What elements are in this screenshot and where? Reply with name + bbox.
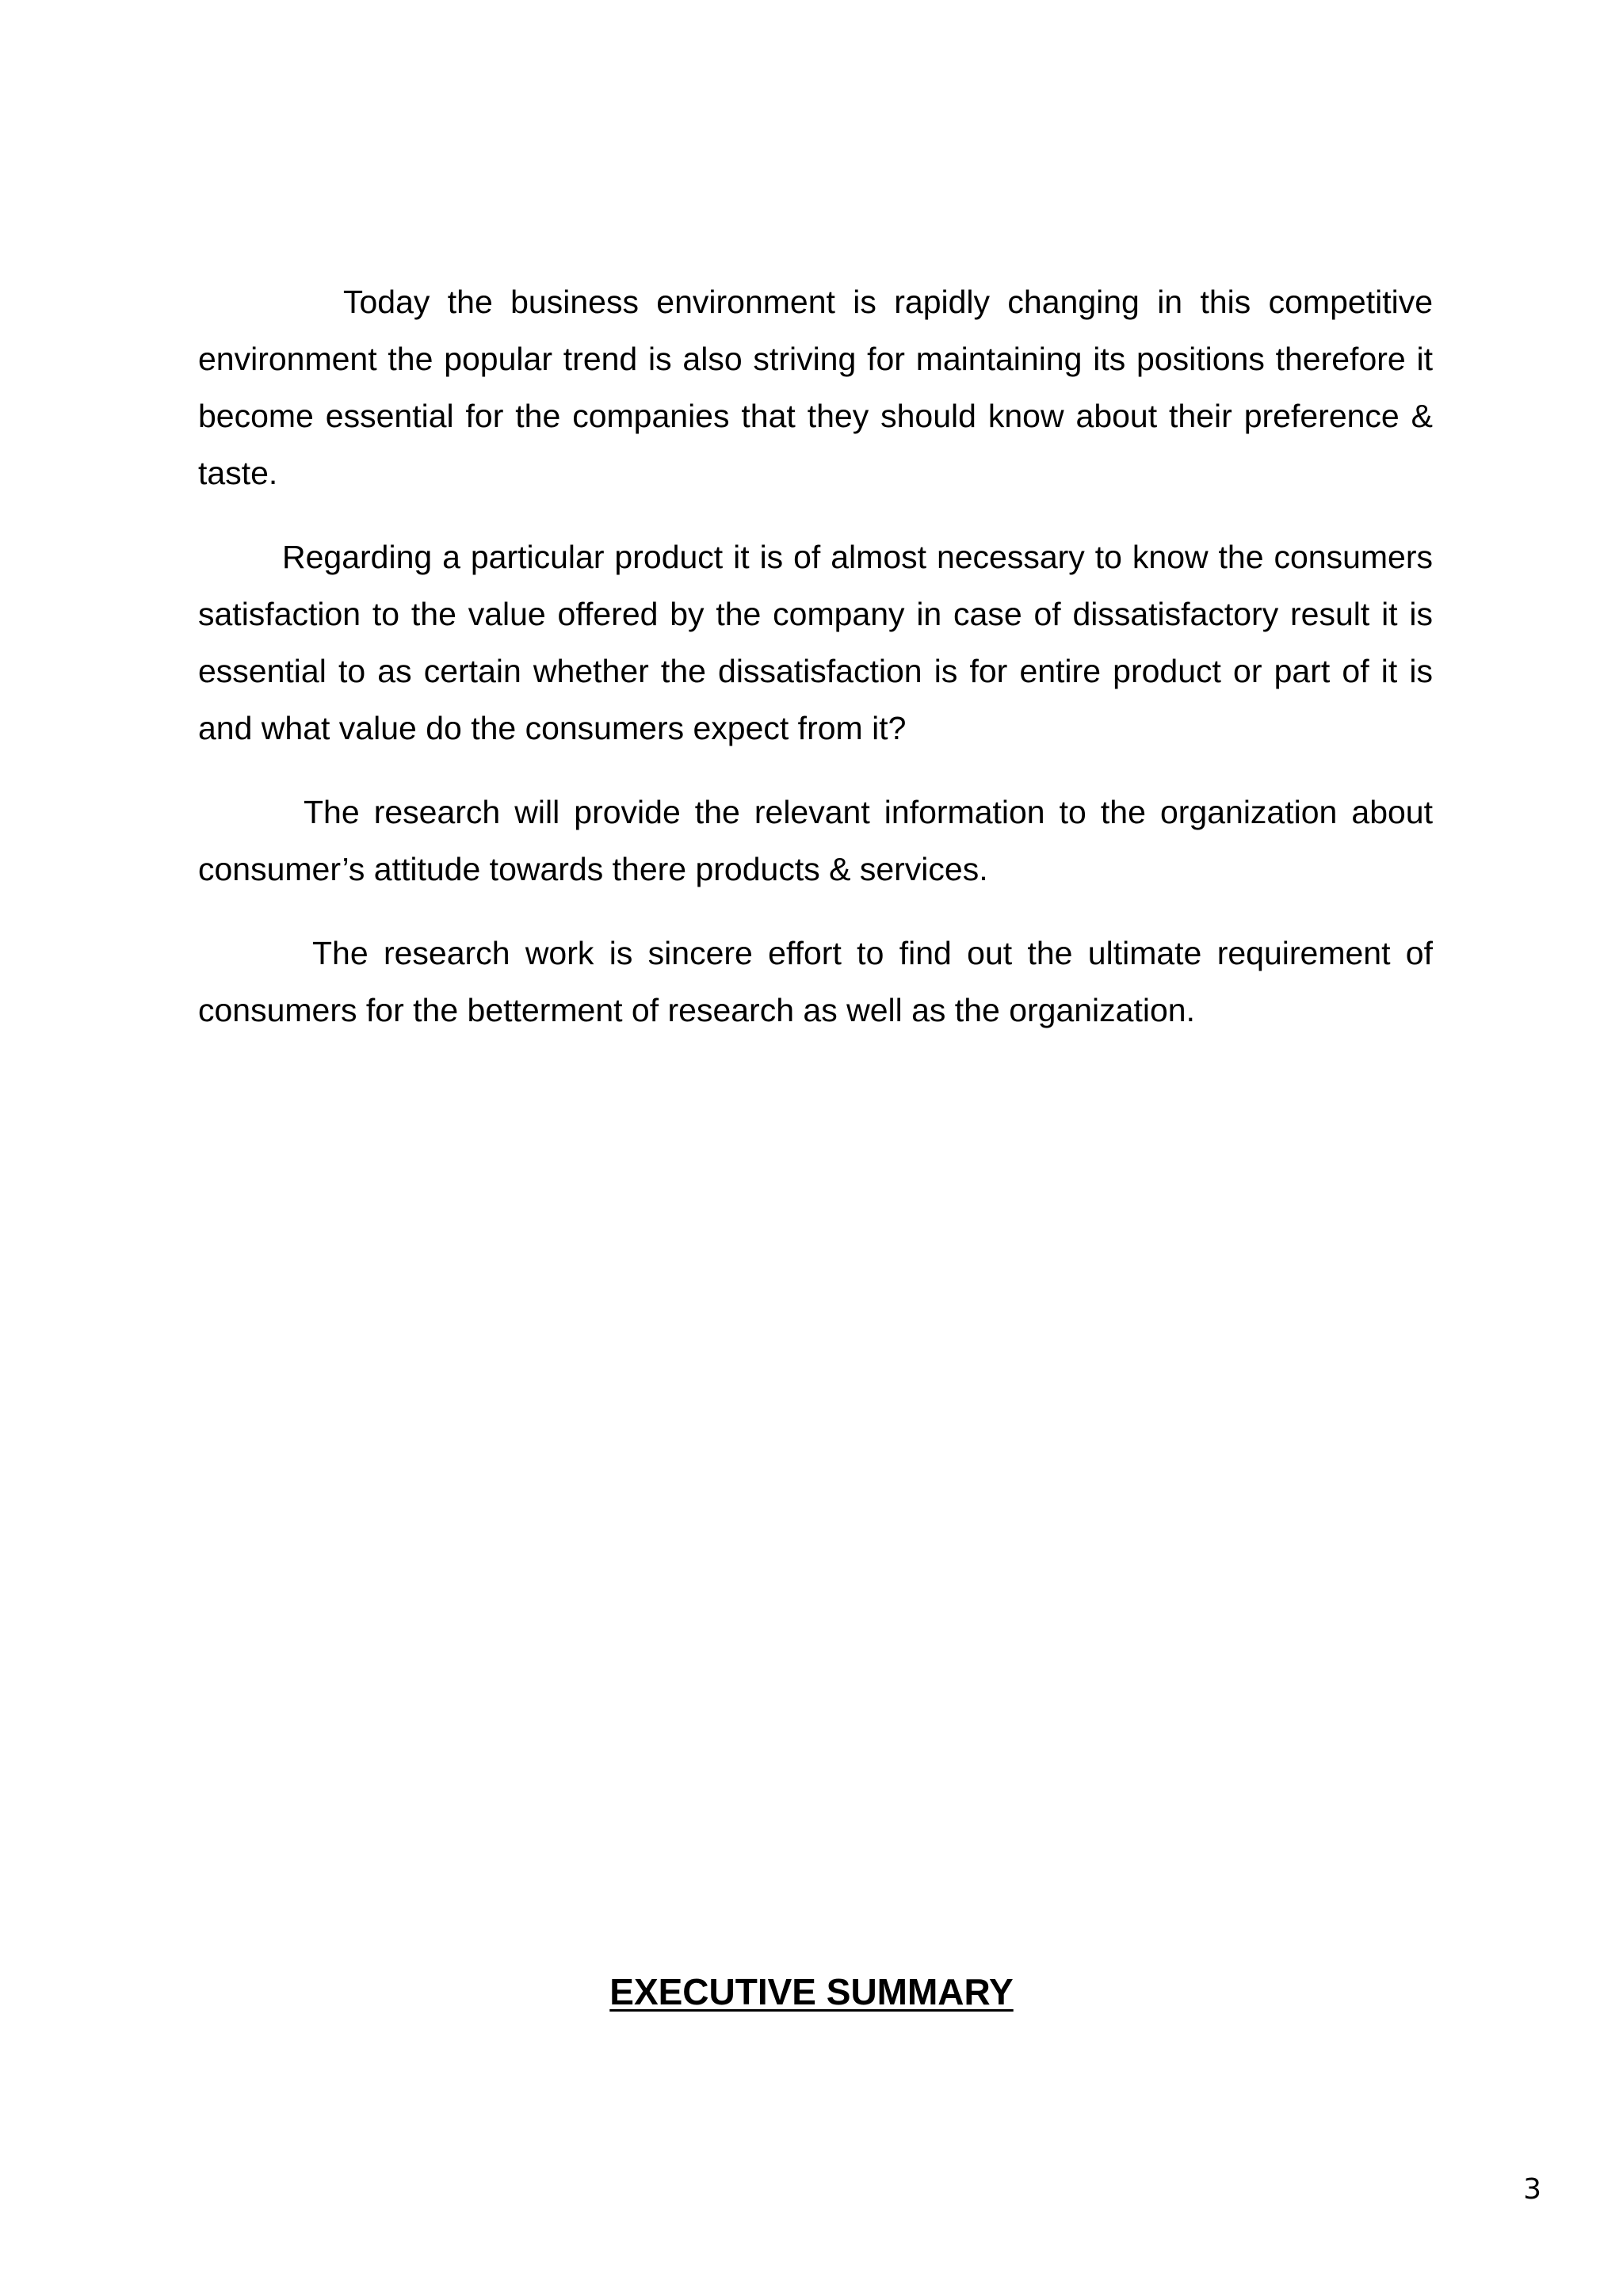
paragraph-1: Today the business environment is rapidly changing in this competitive environment the popular trend is also striving for maintaining its positions therefore it become essential for the companies that they should know about their preference & taste. [198,284,1433,491]
paragraph-4: The research work is sincere effort to find out the ultimate requirement of consumers for the betterment of research as well as the organization. [198,935,1433,1028]
paragraph-3: The research will provide the relevant information to the organization about consumer’s attitude towards there products & services. [198,794,1433,887]
section-heading: EXECUTIVE SUMMARY [609,1971,1014,2012]
paragraph-2: Regarding a particular product it is of almost necessary to know the consumers satisfaction to the value offered by the company in case of dissatisfactory result it is essential to as certain whether the dissatisfaction is for entire product or part of it is and what value do the consumers expect from it? [198,539,1433,746]
body-text [198,273,1433,1066]
page-number: 3 [1523,2173,1541,2206]
